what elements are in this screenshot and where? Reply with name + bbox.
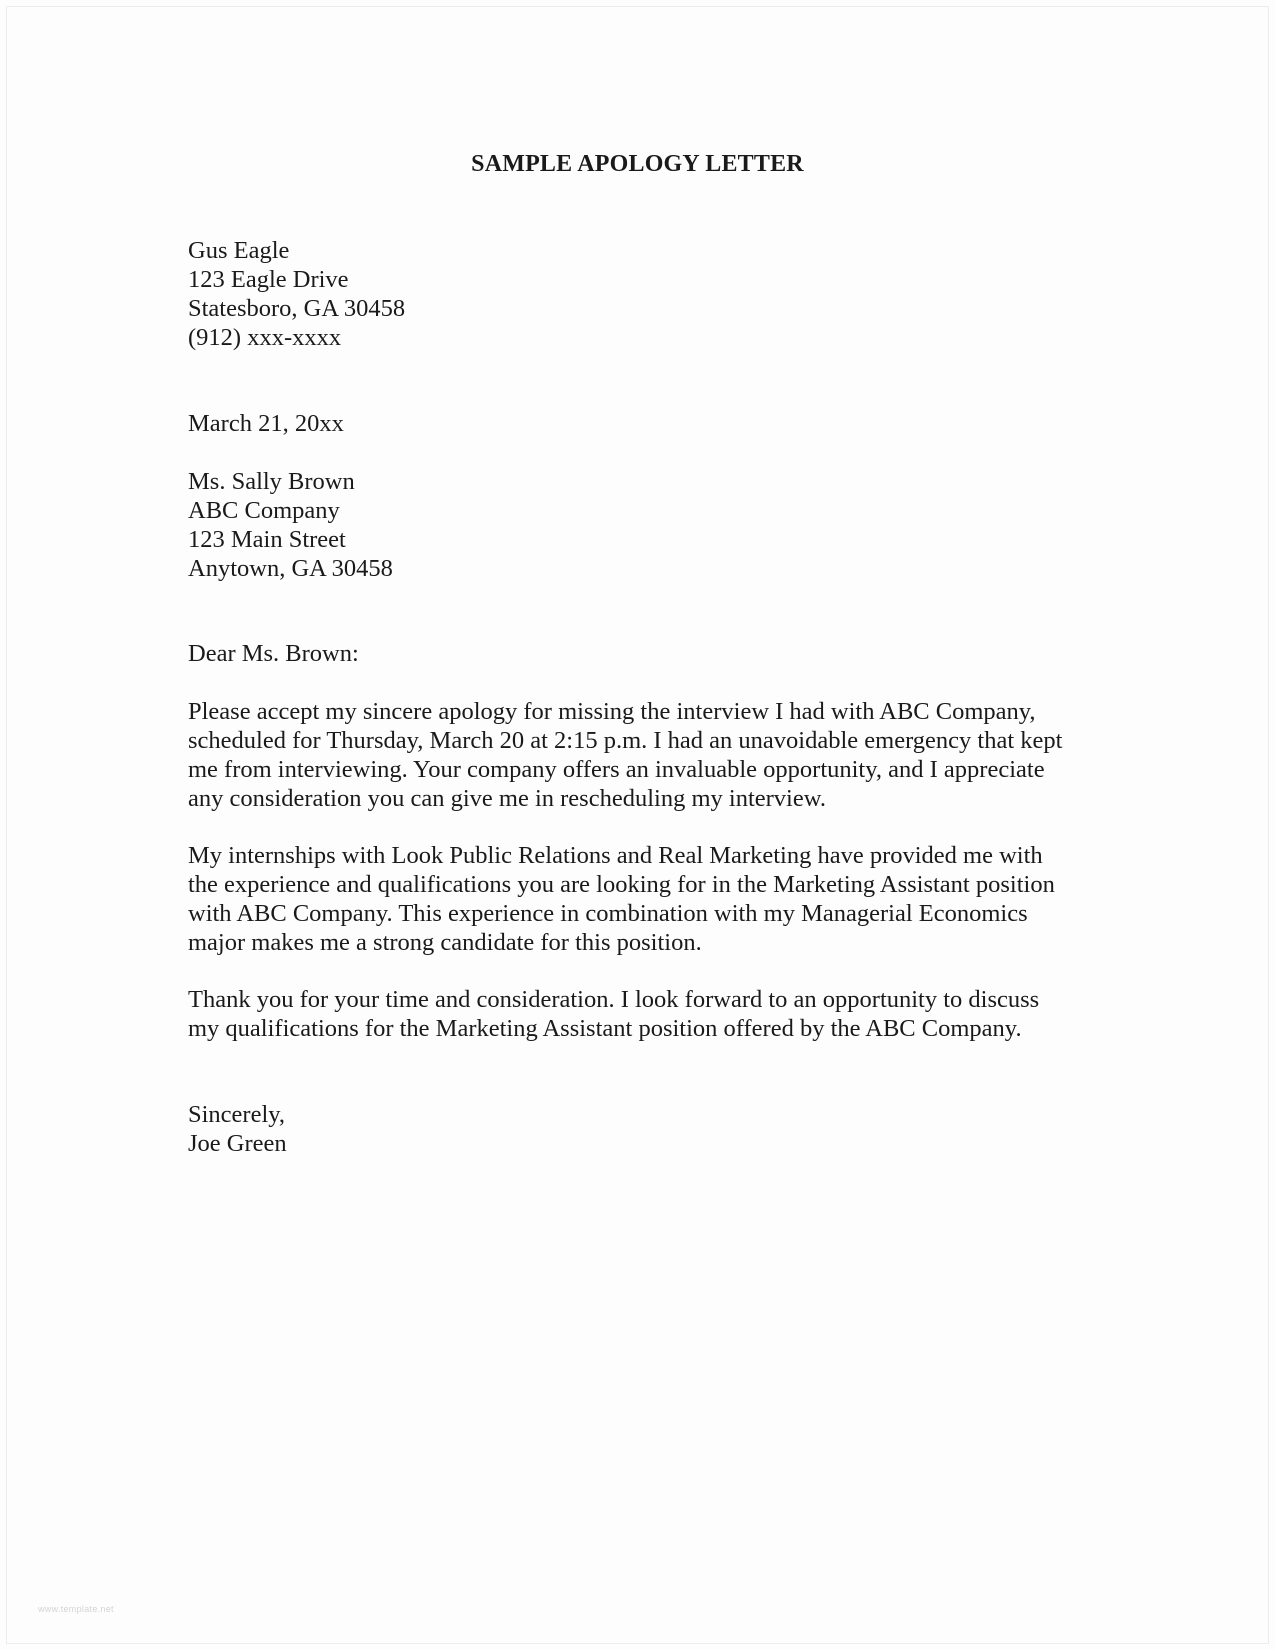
body-paragraph-2 [188,841,1088,957]
valediction: Sincerely, [188,1101,286,1128]
sender-street: 123 Eagle Drive [188,266,349,293]
signature-name: Joe Green [188,1130,287,1157]
watermark-text: www.template.net [38,1604,114,1614]
recipient-company: ABC Company [188,497,340,524]
sender-phone: (912) xxx-xxxx [188,324,342,351]
paragraph-line: any consideration you can give me in rescheduling my interview. [188,785,826,812]
recipient-city-state-zip: Anytown, GA 30458 [188,555,393,582]
paragraph-line: me from interviewing. Your company offers an invaluable opportunity, and I appreciate [188,756,1045,783]
salutation-text: Dear Ms. Brown: [188,640,359,667]
paragraph-line: My internships with Look Public Relations and Real Marketing have provided me with [188,842,1043,869]
letter-title: SAMPLE APOLOGY LETTER [471,151,804,177]
recipient-name: Ms. Sally Brown [188,468,355,495]
paragraph-line: with ABC Company. This experience in combination with my Managerial Economics [188,900,1028,927]
paragraph-line: major makes me a strong candidate for this position. [188,929,702,956]
recipient-address [188,467,1088,583]
paragraph-line: my qualifications for the Marketing Assistant position offered by the ABC Company. [188,1015,1022,1042]
paragraph-line: the experience and qualifications you are looking for in the Marketing Assistant position [188,871,1055,898]
paragraph-line: Thank you for your time and consideration. I look forward to an opportunity to discuss [188,986,1040,1013]
body-paragraph-3 [188,985,1088,1043]
paragraph-line: Please accept my sincere apology for missing the interview I had with ABC Company, [188,698,1036,725]
salutation [188,639,1088,668]
sender-name: Gus Eagle [188,237,290,264]
letter-date [188,409,1088,438]
sender-address [188,236,1088,352]
paragraph-line: scheduled for Thursday, March 20 at 2:15 p.m. I had an unavoidable emergency that kept [188,727,1063,754]
sender-city-state-zip: Statesboro, GA 30458 [188,295,406,322]
body-paragraph-1 [188,697,1088,813]
recipient-street: 123 Main Street [188,526,346,553]
date-text: March 21, 20xx [188,410,344,437]
closing-block [188,1100,1088,1158]
